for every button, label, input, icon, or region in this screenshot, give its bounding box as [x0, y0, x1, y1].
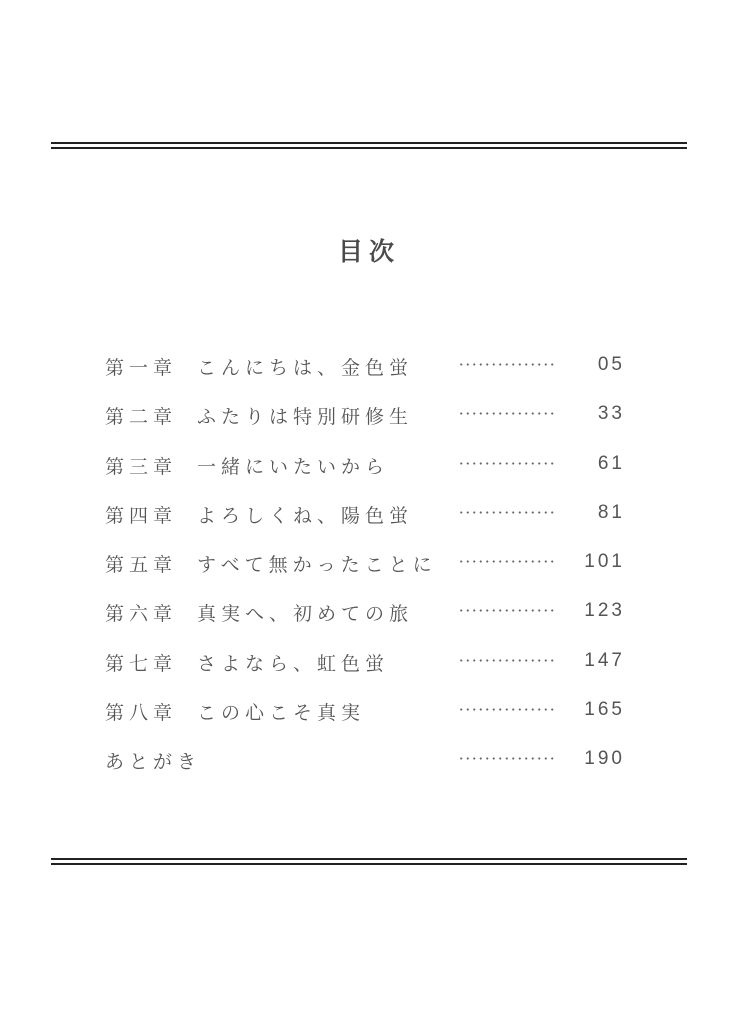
top-double-rule — [51, 142, 687, 149]
afterword-label: あとがき — [105, 751, 202, 774]
chapter-number: 第一章 — [105, 357, 178, 379]
toc-entry[interactable] — [0, 493, 738, 542]
page-number: 05 — [597, 354, 625, 375]
page-number: 33 — [597, 403, 625, 425]
chapter-title: この心こそ真実 — [197, 702, 366, 725]
toc-entry[interactable] — [0, 739, 738, 788]
dot-leader — [458, 462, 555, 465]
toc-entry[interactable] — [0, 542, 738, 591]
bottom-double-rule — [51, 858, 687, 865]
chapter-number: 第二章 — [105, 406, 178, 429]
table-of-contents — [0, 345, 738, 789]
chapter-number: 第四章 — [105, 504, 178, 527]
chapter-title: こんにちは、金色蛍 — [197, 357, 414, 379]
chapter-number: 第五章 — [105, 554, 178, 577]
chapter-title: さよなら、虹色蛍 — [197, 652, 390, 675]
toc-entry[interactable] — [0, 690, 738, 739]
chapter-number: 第三章 — [105, 455, 178, 478]
dot-leader — [458, 560, 555, 563]
page-number: 123 — [584, 600, 625, 622]
page-number: 61 — [597, 452, 625, 474]
dot-leader — [458, 708, 555, 711]
chapter-number: 第八章 — [105, 702, 178, 725]
chapter-title: 一緒にいたいから — [197, 455, 390, 478]
page-number: 165 — [584, 699, 625, 721]
dot-leader — [458, 511, 555, 514]
dot-leader — [458, 609, 555, 612]
toc-entry[interactable] — [0, 641, 738, 690]
toc-entry[interactable] — [0, 444, 738, 493]
dot-leader — [458, 412, 555, 415]
dot-leader — [458, 757, 555, 760]
chapter-title: よろしくね、陽色蛍 — [197, 504, 414, 527]
chapter-number: 第六章 — [105, 603, 178, 626]
dot-leader — [458, 659, 555, 662]
dot-leader — [458, 363, 555, 366]
chapter-title: 真実へ、初めての旅 — [197, 603, 414, 626]
toc-entry[interactable] — [0, 345, 738, 394]
page-number: 147 — [584, 649, 625, 671]
toc-entry[interactable] — [0, 591, 738, 640]
page-number: 190 — [584, 748, 625, 770]
toc-entry[interactable] — [0, 394, 738, 443]
chapter-number: 第七章 — [105, 652, 178, 675]
page-number: 101 — [584, 551, 625, 573]
chapter-title: ふたりは特別研修生 — [197, 406, 414, 429]
page-title: 目次 — [337, 237, 400, 266]
chapter-title: すべて無かったことに — [197, 554, 437, 577]
page-number: 81 — [597, 501, 625, 523]
